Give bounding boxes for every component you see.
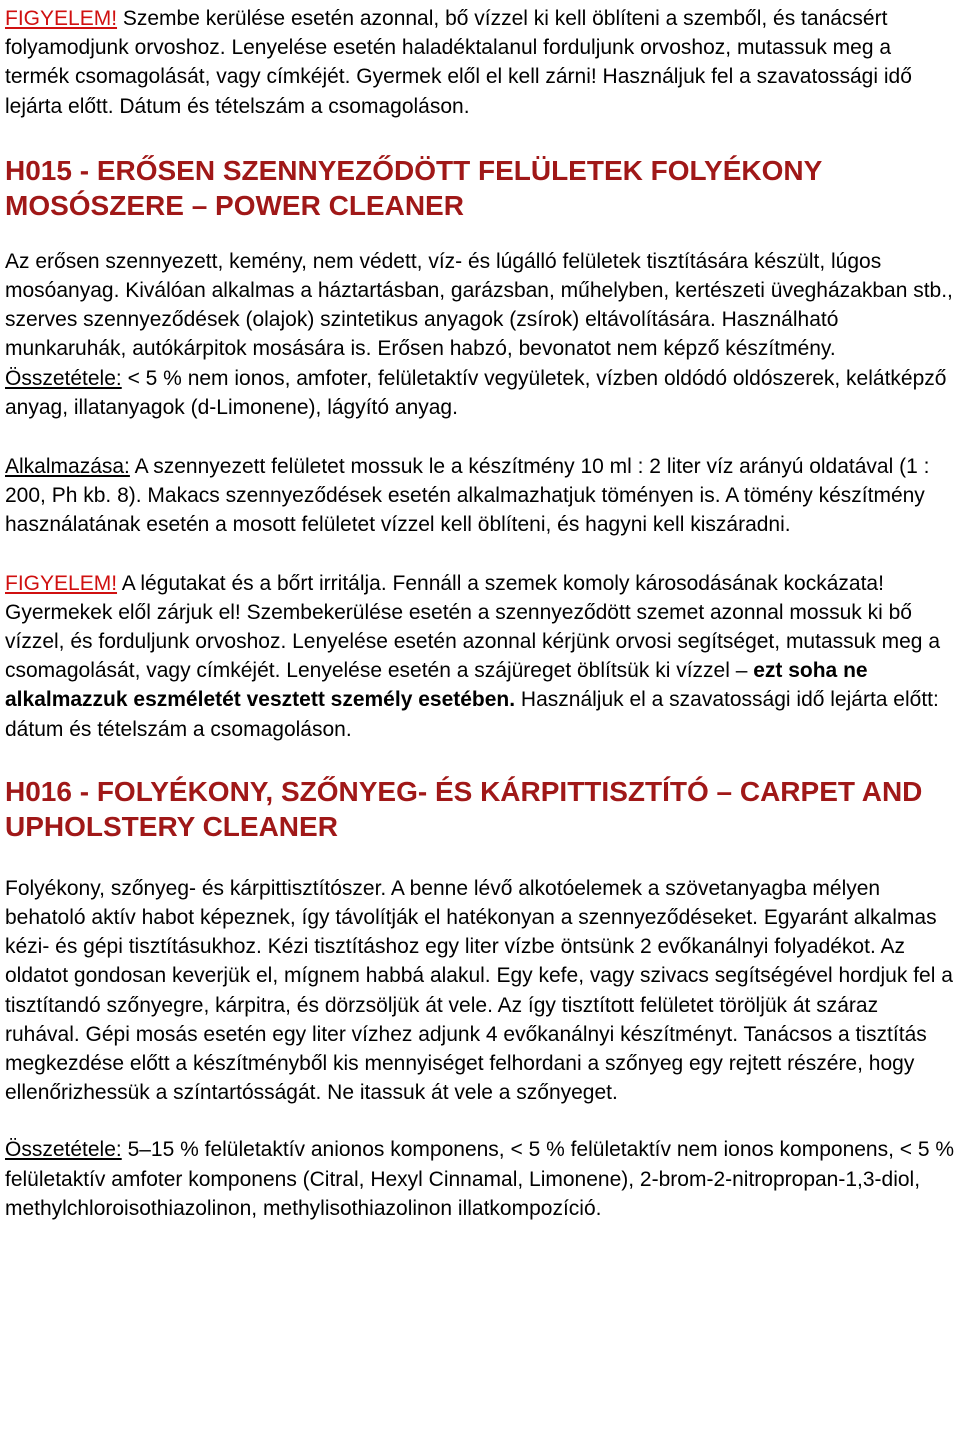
h015-warning: [5, 569, 957, 744]
h015-description-text: Az erősen szennyezett, kemény, nem védett, víz- és lúgálló felületek tisztítására készült, lúgos mosóanyag. Kiválóan alkalmas a háztartásban, garázsban, műhelyben, kertészeti üvegházakban stb., szerves szennyeződések (olajok) szintetikus anyagok (zsírok) eltávolítására. Használható munkaruhák, autókárpitok mosására is. Erősen habzó, bevonatot nem képző készítmény.: [5, 249, 953, 361]
h016-composition-text: 5–15 % felületaktív anionos komponens, < 5 % felületaktív nem ionos komponens, < 5 % felületaktív amfoter komponens (Citral, Hexyl Cinnamal, Limonene), 2-brom-2-nitropropan-1,3-diol, methylchloroisothiazolinon, methylisothiazolinon illatkompozíció.: [5, 1138, 955, 1220]
h015-composition-label: Összetétele:: [5, 366, 122, 390]
h015-warning-text-2: Használjuk el a szavatossági idő lejárta előtt: dátum és tételszám a csomagoláson.: [5, 688, 939, 741]
intro-text: Szembe kerülése esetén azonnal, bő vízzel ki kell öblíteni a szemből, és tanácsért folyamodjunk orvoshoz. Lenyelése esetén haladéktalanul forduljunk orvoshoz, mutassuk meg a termék csomagolását, vagy címkéjét. Gyermek elől el kell zárni! Használjuk fel a szavatossági idő lejárta előtt. Dátum és tételszám a csomagoláson.: [5, 7, 912, 118]
h016-composition-label: Összetétele:: [5, 1138, 122, 1162]
h015-warning-label: FIGYELEM!: [5, 571, 118, 595]
h016-description: Folyékony, szőnyeg- és kárpittisztítószer. A benne lévő alkotóelemek a szövetanyagba mélyen behatoló aktív habot képeznek, így távolítják el hatékonyan a szennyeződéseket. Egyaránt alkalmas kézi- és gépi tisztításukhoz. Kézi tisztításhoz egy liter vízbe öntsünk 2 evőkanálnyi folyadékot. Az oldatot gondosan keverjük el, mígnem habbá alakul. Egy kefe, vagy szivacs segítségével hordjuk fel a tisztítandó szőnyegre, kárpitra, és dörzsöljük át vele. Az így tisztított felületet töröljük át száraz ruhával. Gépi mosás esetén egy liter vízhez adjunk 4 evőkanálnyi készítményt. Tanácsos a tisztítás megkezdése előtt a készítményből kis mennyiséget felhordani a szőnyeg egy rejtett részére, hogy ellenőrizhessük a színtartósságát. Ne itassuk át vele a szőnyeget.: [5, 876, 953, 1105]
h016-composition: [5, 1135, 957, 1223]
h015-application-label: Alkalmazása:: [5, 455, 130, 479]
h015-application: [5, 452, 957, 540]
h015-warning-text-1: A légutakat és a bőrt irritálja. Fennáll a szemek komoly károsodásának kockázata! Gyermekek elől zárjuk el! Szembekerülése esetén a szennyeződött szemet azonnal mossuk ki bő vízzel, és forduljunk orvoshoz. Lenyelése esetén azonnal kérjünk orvosi segítséget, mutassuk meg a csomagolását, vagy címkéjét. Lenyelése esetén a szájüreget öblítsük ki vízzel –: [5, 571, 941, 683]
h015-application-text: A szennyezett felületet mossuk le a készítmény 10 ml : 2 liter víz arányú oldatával (1 : 200, Ph kb. 8). Makacs szennyeződések esetén alkalmazhatjuk töményen is. A tömény készítmény használatának esetén a mosott felületet vízzel kell öblíteni, és hagyni kell kiszáradni.: [5, 455, 930, 537]
document-page: [5, 0, 957, 1223]
h015-composition-text: < 5 % nem ionos, amfoter, felületaktív vegyületek, vízben oldódó oldószerek, kelátképző anyag, illatanyagok (d-Limonene), lágyító anyag.: [5, 366, 947, 419]
product-heading-h015: H015 - ERŐSEN SZENNYEZŐDÖTT FELÜLETEK FOLYÉKONY MOSÓSZERE – POWER CLEANER: [5, 154, 822, 221]
h015-warning-bold: ezt soha ne alkalmazzuk eszméletét vesztett személy esetében.: [5, 659, 868, 712]
product-heading-h016: H016 - FOLYÉKONY, SZŐNYEG- ÉS KÁRPITTISZTÍTÓ – CARPET AND UPHOLSTERY CLEANER: [5, 775, 923, 842]
h015-description: [5, 247, 957, 422]
intro-warning-paragraph: [5, 4, 957, 121]
warning-label: FIGYELEM!: [5, 7, 118, 30]
